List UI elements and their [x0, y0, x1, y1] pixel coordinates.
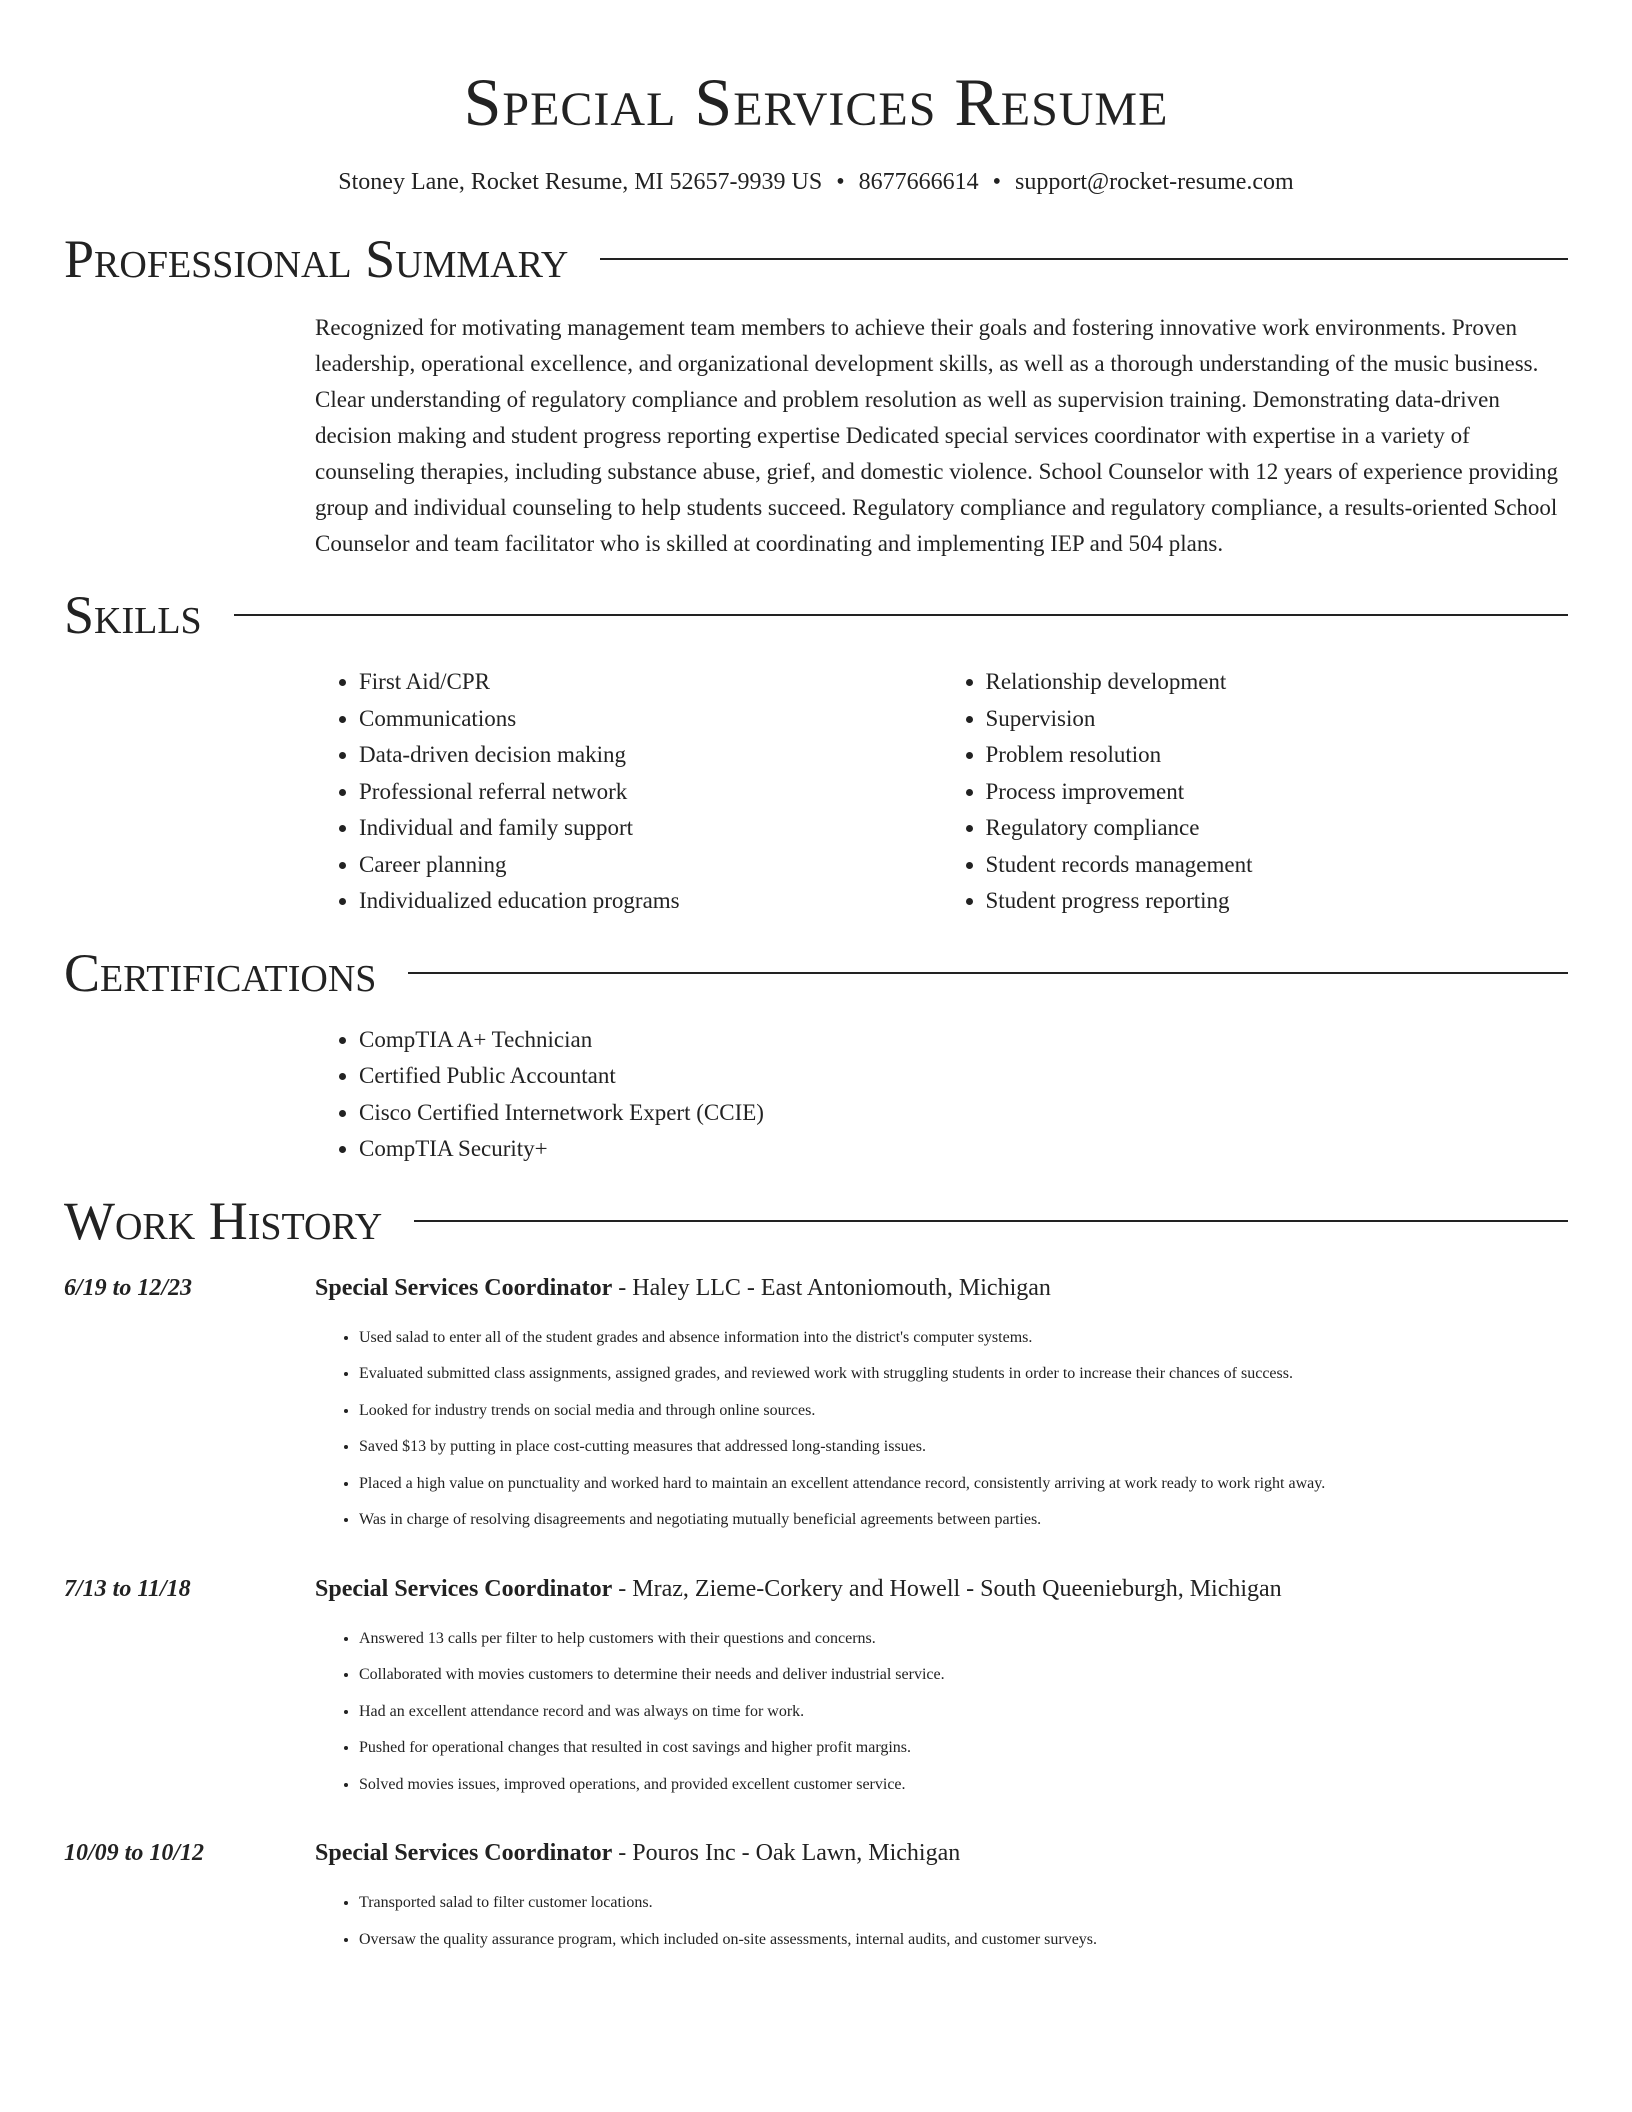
job-entry [64, 1270, 1568, 1539]
job-bullet: • Solved movies issues, improved operations, and provided excellent customer service. [359, 1767, 1568, 1804]
job-bullet: • Pushed for operational changes that resulted in cost savings and higher profit margins. [359, 1730, 1568, 1767]
job-bullets [315, 1621, 1568, 1804]
skill-item: • Individual and family support [359, 810, 942, 847]
job-dates: 7/13 to 11/18 [64, 1575, 191, 1602]
section-divider [600, 258, 1568, 260]
skill-item: • Career planning [359, 847, 942, 884]
job-heading [315, 1571, 1568, 1607]
skill-item: • Student records management [986, 847, 1569, 884]
skill-item: • Communications [359, 701, 942, 738]
section-divider [408, 972, 1568, 974]
job-bullet: • Collaborated with movies customers to determine their needs and deliver industrial service. [359, 1657, 1568, 1694]
job-company: - Pouros Inc - Oak Lawn, Michigan [612, 1840, 961, 1866]
job-title: Special Services Coordinator [315, 1274, 613, 1301]
job-body [315, 1571, 1568, 1804]
skill-item: • Problem resolution [986, 737, 1569, 774]
job-bullet: • Placed a high value on punctuality and worked hard to maintain an excellent attendance record, consistently arriving at work ready to work right away. [359, 1466, 1568, 1503]
job-body [315, 1835, 1568, 1958]
job-dates: 6/19 to 12/23 [64, 1274, 193, 1301]
skills-list [315, 664, 1568, 920]
job-bullet: • Answered 13 calls per filter to help customers with their questions and concerns. [359, 1621, 1568, 1658]
job-bullets [315, 1885, 1568, 1958]
job-dates: 10/09 to 10/12 [64, 1840, 205, 1866]
skill-item: • Regulatory compliance [986, 810, 1569, 847]
section-divider [234, 614, 1568, 616]
job-bullet: • Saved $13 by putting in place cost-cutting measures that addressed long-standing issues. [359, 1429, 1568, 1466]
skills-heading: Skills [64, 585, 202, 645]
skill-item: • Process improvement [986, 774, 1569, 811]
certification-item: • Certified Public Accountant [359, 1058, 1568, 1095]
resume-title: Special Services Resume [463, 64, 1169, 140]
job-company: - Haley LLC - East Antoniomouth, Michigan [612, 1274, 1051, 1301]
certification-item: • CompTIA A+ Technician [359, 1022, 1568, 1059]
job-bullet: • Looked for industry trends on social media and through online sources. [359, 1393, 1568, 1430]
contact-phone: 8677666614 [858, 169, 979, 195]
job-bullet: • Had an excellent attendance record and was always on time for work. [359, 1694, 1568, 1731]
contact-line [64, 164, 1568, 200]
skills-section-header [64, 582, 1568, 648]
skills-column-right [942, 664, 1569, 920]
job-heading [315, 1835, 1568, 1871]
job-title: Special Services Coordinator [315, 1575, 613, 1602]
job-entry [64, 1835, 1568, 1958]
resume-page [64, 0, 1568, 1958]
skill-item: • First Aid/CPR [359, 664, 942, 701]
job-entry [64, 1571, 1568, 1804]
work-history-section-header [64, 1188, 1568, 1254]
contact-separator: • [992, 169, 1002, 195]
certification-item: • Cisco Certified Internetwork Expert (CCIE) [359, 1095, 1568, 1132]
contact-address: Stoney Lane, Rocket Resume, MI 52657-9939 US [338, 169, 823, 195]
job-bullet: • Transported salad to filter customer locations. [359, 1885, 1568, 1922]
job-company: - Mraz, Zieme-Corkery and Howell - South Queenieburgh, Michigan [612, 1575, 1282, 1602]
certifications-bullets [315, 1022, 1568, 1168]
work-history-heading: Work History [64, 1190, 383, 1251]
job-bullet: • Evaluated submitted class assignments, assigned grades, and reviewed work with struggling students in order to increase their chances of success. [359, 1356, 1568, 1393]
certifications-section-header [64, 940, 1568, 1006]
summary-heading: Professional Summary [64, 229, 569, 289]
summary-section-header [64, 226, 1568, 292]
job-bullets [315, 1320, 1568, 1539]
job-title: Special Services Coordinator [315, 1840, 613, 1866]
job-bullet: • Was in charge of resolving disagreements and negotiating mutually beneficial agreements between parties. [359, 1502, 1568, 1539]
certifications-heading: Certifications [64, 942, 377, 1003]
summary-text: Recognized for motivating management team members to achieve their goals and fostering innovative work environments. Proven leadership, operational excellence, and organizational development skills, as well as a thorough understanding of the music business. Clear understanding of regulatory compliance and problem resolution as well as supervision training. Demonstrating data-driven decision making and student progress reporting expertise Dedicated special services coordinator with expertise in a variety of counseling therapies, including substance abuse, grief, and domestic violence. School Counselor with 12 years of experience providing group and individual counseling to help students succeed. Regulatory compliance and regulatory compliance, a results-oriented School Counselor and team facilitator who is skilled at coordinating and implementing IEP and 504 plans. [315, 315, 1558, 556]
skill-item: • Student progress reporting [986, 883, 1569, 920]
section-divider [414, 1220, 1568, 1222]
skill-item: • Relationship development [986, 664, 1569, 701]
job-bullet: • Used salad to enter all of the student grades and absence information into the district's computer systems. [359, 1320, 1568, 1357]
contact-separator: • [836, 169, 845, 195]
skill-item: • Data-driven decision making [359, 737, 942, 774]
skill-item: • Supervision [986, 701, 1569, 738]
contact-email: support@rocket-resume.com [1015, 169, 1294, 195]
job-heading [315, 1270, 1568, 1306]
certification-item: • CompTIA Security+ [359, 1131, 1568, 1168]
certifications-list [315, 1022, 1568, 1168]
skill-item: • Individualized education programs [359, 883, 942, 920]
skill-item: • Professional referral network [359, 774, 942, 811]
job-bullet: • Oversaw the quality assurance program, which included on-site assessments, internal audits, and customer surveys. [359, 1922, 1568, 1959]
skills-column-left [315, 664, 942, 920]
job-body [315, 1270, 1568, 1539]
